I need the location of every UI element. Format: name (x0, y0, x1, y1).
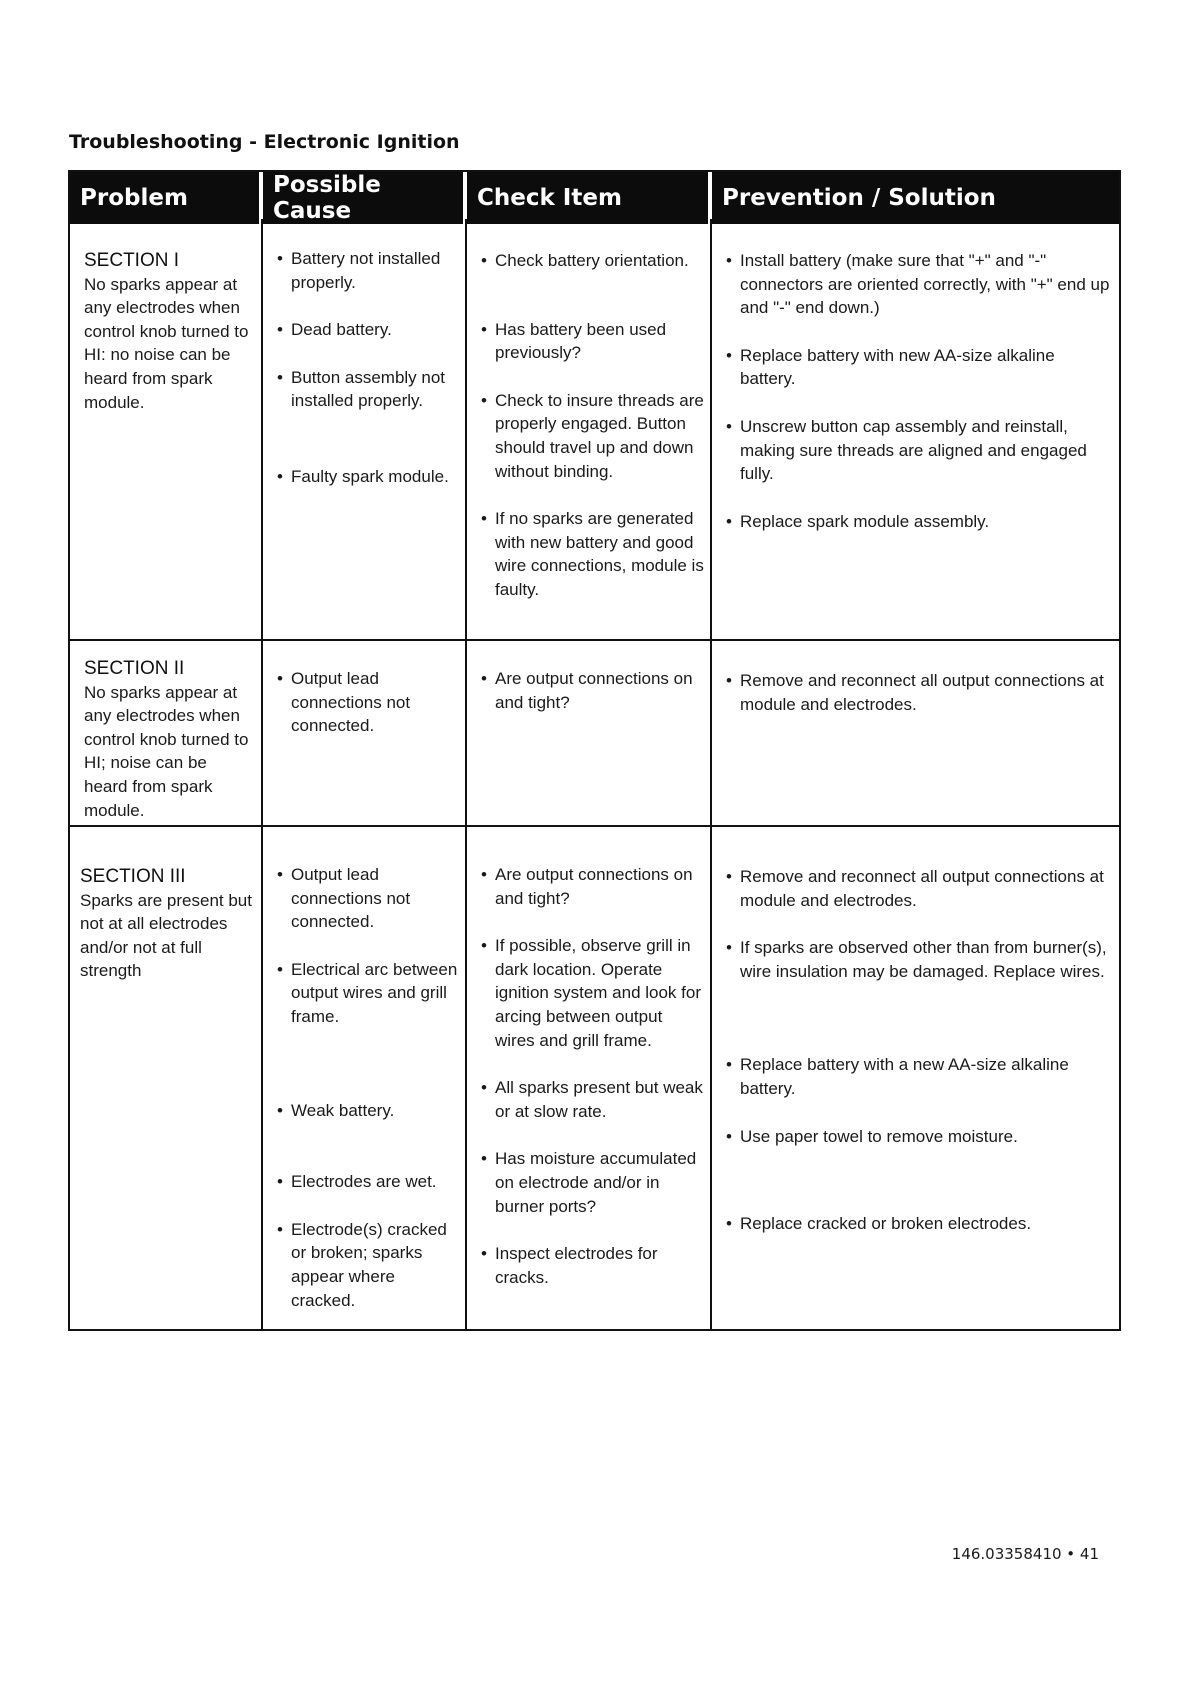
solution-item: • Replace cracked or broken electrodes. (726, 1212, 1113, 1236)
bullet-icon: • (726, 1126, 732, 1146)
bullet-icon: • (726, 345, 732, 365)
bullet-icon: • (481, 1149, 487, 1169)
solution-item: • If sparks are observed other than from burner(s), wire insulation may be damaged. Replace wires. (726, 938, 1107, 981)
section-1-row (70, 217, 1119, 639)
header-check-item: Check Item (467, 172, 712, 224)
bullet-icon: • (481, 669, 487, 688)
problem-text: No sparks appear at any electrodes when control knob turned to HI; noise can be heard from spark module. (84, 682, 249, 820)
problem-cell (70, 641, 263, 832)
bullet-icon: • (726, 1214, 732, 1234)
solution-item: • Replace spark module assembly. (726, 510, 1113, 534)
check-cell (467, 219, 712, 639)
bullet-icon: • (726, 416, 732, 436)
cause-item: • Electrodes are wet. (277, 1170, 459, 1194)
troubleshooting-table (68, 170, 1121, 1331)
bullet-icon: • (481, 390, 487, 410)
check-cell (467, 641, 712, 832)
cause-item: • Output lead connections not connected. (277, 865, 411, 932)
bullet-icon: • (481, 319, 487, 339)
bullet-icon: • (481, 1078, 487, 1098)
section-label: SECTION III (80, 866, 186, 887)
bullet-icon: • (481, 865, 487, 884)
problem-text: Sparks are present but not at all electrodes and/or not at full strength (80, 890, 252, 981)
check-item: • All sparks present but weak or at slow rate. (481, 1078, 703, 1121)
bullet-icon: • (277, 1172, 283, 1192)
check-cell (467, 827, 712, 1329)
check-item: • Check battery orientation. (481, 249, 704, 273)
bullet-icon: • (726, 251, 732, 270)
bullet-icon: • (726, 1055, 732, 1075)
cause-cell (263, 827, 467, 1329)
header-prevention-solution: Prevention / Solution (712, 172, 1119, 224)
problem-cell (70, 827, 263, 1329)
bullet-icon: • (277, 669, 283, 688)
bullet-icon: • (277, 1219, 283, 1239)
check-item: • If no sparks are generated with new battery and good wire connections, module is faulty. (481, 509, 704, 599)
solution-item: • Replace battery with a new AA-size alkaline battery. (726, 1055, 1069, 1098)
bullet-icon: • (277, 249, 283, 268)
bullet-icon: • (277, 865, 283, 884)
page-title: Troubleshooting - Electronic Ignition (69, 131, 460, 153)
solution-item: • Remove and reconnect all output connections at module and electrodes. (726, 671, 1104, 714)
check-item: • Has moisture accumulated on electrode and/or in burner ports? (481, 1149, 697, 1216)
solution-item: • Install battery (make sure that "+" and "-" connectors are oriented correctly, with "+" end up and "-" end down.) (726, 251, 1110, 318)
cause-item: • Faulty spark module. (277, 465, 459, 489)
problem-cell (70, 219, 263, 639)
solution-cell (712, 219, 1119, 639)
bullet-icon: • (726, 511, 732, 531)
cause-item: • Electrical arc between output wires and grill frame. (277, 959, 458, 1026)
header-problem: Problem (70, 172, 263, 224)
check-item: • Are output connections on and tight? (481, 865, 693, 908)
bullet-icon: • (277, 959, 283, 979)
section-3-row (70, 825, 1119, 1329)
bullet-icon: • (481, 1244, 487, 1264)
page-footer: 146.03358410 • 41 (951, 1545, 1099, 1563)
bullet-icon: • (481, 936, 487, 956)
solution-cell (712, 641, 1119, 832)
solution-item: • Replace battery with new AA-size alkaline battery. (726, 345, 1055, 389)
section-label: SECTION I (84, 250, 180, 271)
table-header (70, 172, 1119, 224)
bullet-icon: • (726, 938, 732, 958)
bullet-icon: • (277, 320, 283, 340)
cause-cell (263, 219, 467, 639)
solution-cell (712, 827, 1119, 1329)
check-item: • Inspect electrodes for cracks. (481, 1244, 658, 1287)
cause-item: • Weak battery. (277, 1099, 459, 1123)
problem-text: No sparks appear at any electrodes when control knob turned to HI: no noise can be heard from spark module. (84, 274, 249, 412)
check-item: • Check to insure threads are properly engaged. Button should travel up and down without binding. (481, 390, 704, 481)
cause-item: • Battery not installed properly. (277, 249, 441, 292)
bullet-icon: • (481, 509, 487, 529)
header-possible-cause: Possible Cause (263, 172, 467, 224)
bullet-icon: • (277, 1100, 283, 1120)
cause-item: • Output lead connections not connected. (277, 669, 411, 736)
check-item: • If possible, observe grill in dark location. Operate ignition system and look for arcing between output wires and grill frame. (481, 936, 701, 1050)
bullet-icon: • (726, 671, 732, 690)
cause-cell (263, 641, 467, 832)
cause-item: • Electrode(s) cracked or broken; sparks appear where cracked. (277, 1219, 447, 1310)
solution-item: • Use paper towel to remove moisture. (726, 1125, 1113, 1149)
bullet-icon: • (277, 466, 283, 486)
check-item: • Has battery been used previously? (481, 319, 667, 363)
bullet-icon: • (277, 367, 283, 387)
solution-item: • Remove and reconnect all output connections at module and electrodes. (726, 867, 1104, 910)
bullet-icon: • (481, 251, 487, 270)
solution-item: • Unscrew button cap assembly and reinstall, making sure threads are aligned and engaged fully. (726, 416, 1087, 484)
check-item: • Are output connections on and tight? (481, 669, 693, 712)
section-2-row (70, 639, 1119, 825)
bullet-icon: • (726, 867, 732, 886)
cause-item: • Button assembly not installed properly. (277, 367, 446, 411)
cause-item: • Dead battery. (277, 318, 459, 342)
section-label: SECTION II (84, 658, 185, 679)
